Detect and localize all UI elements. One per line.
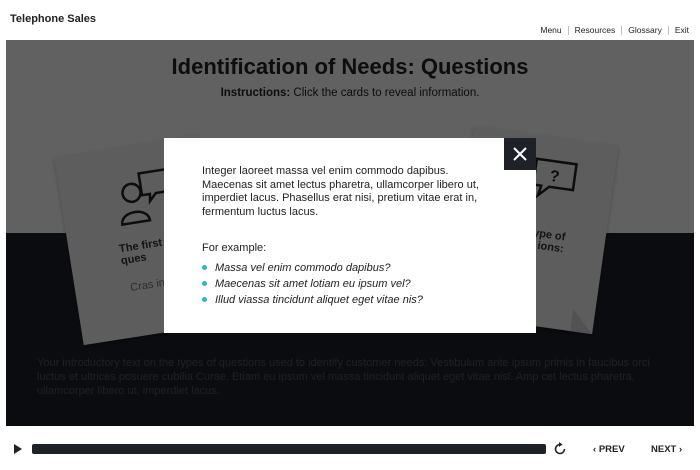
nav-divider bbox=[621, 26, 622, 35]
bullet-icon bbox=[202, 281, 207, 286]
modal-close-button[interactable] bbox=[504, 138, 536, 170]
header bbox=[0, 0, 700, 40]
modal-example-label: For example: bbox=[202, 242, 267, 254]
chevron-left-icon: ‹ bbox=[593, 444, 599, 455]
progress-bar[interactable] bbox=[32, 444, 546, 454]
nav-divider bbox=[568, 26, 569, 35]
nav-divider bbox=[668, 26, 669, 35]
exit-link[interactable]: Exit bbox=[674, 25, 689, 35]
list-item bbox=[202, 276, 423, 292]
modal-body-text: Integer laoreet massa vel enim commodo dapibus. Maecenas sit amet lectus pharetra, ullamcorper libero ut, imperdiet lacus. Phasellus erat nisi, pretium vitae erat in, fermentum luctus lacus. bbox=[202, 165, 479, 218]
list-item-text: Illud viassa tincidunt aliquet eget vitae nis? bbox=[215, 294, 423, 306]
modal-example-list bbox=[202, 260, 423, 308]
top-nav bbox=[540, 25, 689, 35]
prev-button[interactable] bbox=[593, 444, 625, 455]
bullet-icon bbox=[202, 297, 207, 302]
chevron-right-icon: › bbox=[676, 444, 683, 455]
list-item bbox=[202, 292, 423, 308]
next-button-label: NEXT bbox=[651, 444, 677, 455]
glossary-link[interactable]: Glossary bbox=[628, 25, 662, 35]
list-item-text: Maecenas sit amet lotiam eu ipsum vel? bbox=[215, 278, 411, 290]
resources-link[interactable]: Resources bbox=[574, 25, 616, 35]
info-modal bbox=[164, 138, 536, 333]
close-icon bbox=[513, 147, 527, 161]
bullet-icon bbox=[202, 265, 207, 270]
replay-icon[interactable] bbox=[553, 442, 567, 456]
list-item-text: Massa vel enim commodo dapibus? bbox=[215, 262, 391, 274]
prev-button-label: PREV bbox=[598, 444, 625, 455]
app-title: Telephone Sales bbox=[10, 13, 96, 25]
next-button[interactable] bbox=[651, 444, 682, 455]
menu-link[interactable]: Menu bbox=[540, 25, 562, 35]
play-icon[interactable] bbox=[14, 444, 22, 454]
list-item bbox=[202, 260, 423, 276]
player-controls bbox=[0, 426, 700, 470]
